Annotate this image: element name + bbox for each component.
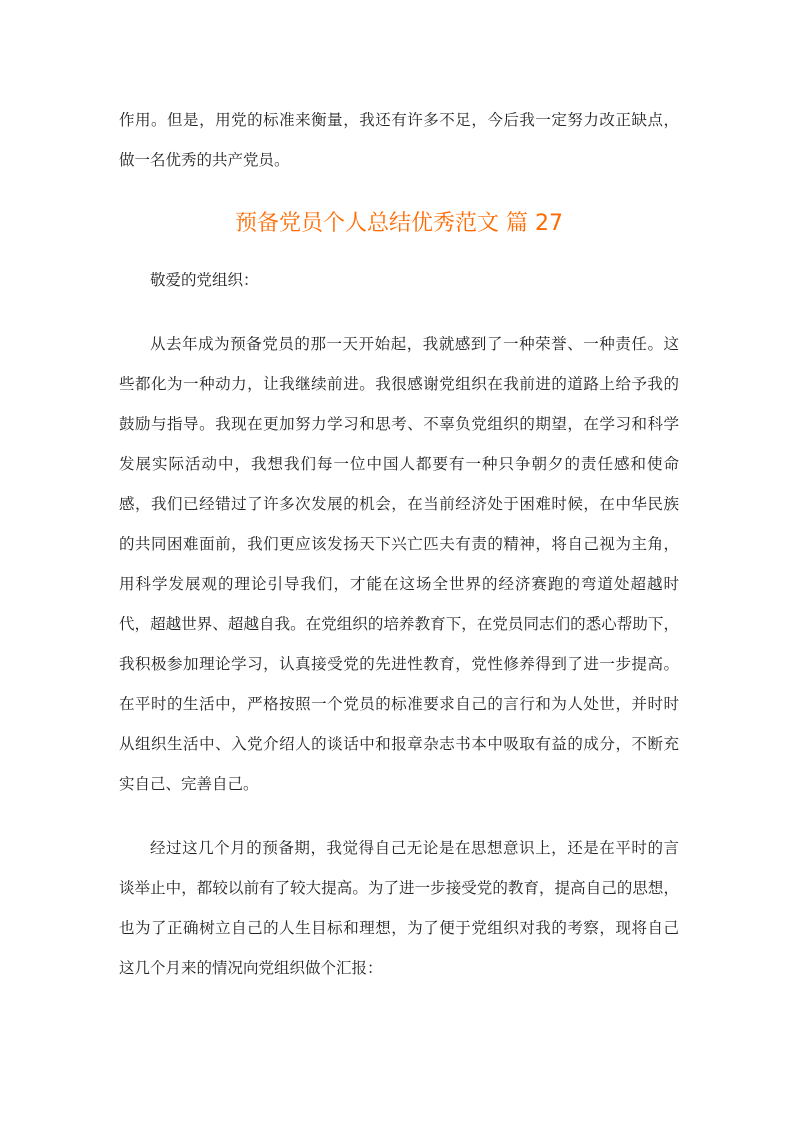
salutation: 敬爱的党组织： <box>150 271 259 289</box>
text-line: 发展实际活动中，我想我们每一位中国人都要有一种只争朝夕的责任感和使命 <box>119 455 679 473</box>
paragraph-spacer <box>119 804 679 828</box>
text-line: 经过这几个月的预备期，我觉得自己无论是在思想意识上，还是在平时的言 <box>150 839 679 857</box>
text-line: 我积极参加理论学习，认真接受党的先进性教育，党性修养得到了进一步提高。 <box>119 655 679 673</box>
text-line: 做一名优秀的共产党员。 <box>119 151 290 169</box>
text-line: 鼓励与指导。我现在更加努力学习和思考、不辜负党组织的期望，在学习和科学 <box>119 415 679 433</box>
text-line: 这几个月来的情况向党组织做个汇报： <box>119 959 383 977</box>
text-line: 从去年成为预备党员的那一天开始起，我就感到了一种荣誉、一种责任。这 <box>150 335 679 353</box>
text-line: 感，我们已经错过了许多次发展的机会，在当前经济处于困难时候，在中华民族 <box>119 495 679 513</box>
paragraph-2 <box>119 828 679 988</box>
text-line: 的共同困难面前，我们更应该发扬天下兴亡匹夫有责的精神，将自己视为主角， <box>119 535 679 553</box>
section-title: 预备党员个人总结优秀范文 篇 27 <box>235 211 563 236</box>
text-line: 些都化为一种动力，让我继续前进。我很感谢党组织在我前进的道路上给予我的 <box>119 375 679 393</box>
text-line: 用科学发展观的理论引导我们，才能在这场全世界的经济赛跑的弯道处超越时 <box>119 575 679 593</box>
text-line: 在平时的生活中，严格按照一个党员的标准要求自己的言行和为人处世，并时时 <box>119 695 679 713</box>
document-body <box>119 100 679 988</box>
paragraph-1 <box>119 324 679 804</box>
text-line: 谈举止中，都较以前有了较大提高。为了进一步接受党的教育，提高自己的思想， <box>119 879 679 897</box>
text-line: 作用。但是，用党的标准来衡量，我还有许多不足，今后我一定努力改正缺点， <box>119 111 679 129</box>
previous-section-ending <box>119 100 679 180</box>
text-line: 实自己、完善自己。 <box>119 775 259 793</box>
paragraph-spacer <box>119 300 679 324</box>
text-line: 从组织生活中、入党介绍人的谈话中和报章杂志书本中吸取有益的成分，不断充 <box>119 735 679 753</box>
text-line: 也为了正确树立自己的人生目标和理想，为了便于党组织对我的考察，现将自己 <box>119 919 679 937</box>
text-line: 代，超越世界、超越自我。在党组织的培养教育下，在党员同志们的悉心帮助下， <box>119 615 679 633</box>
